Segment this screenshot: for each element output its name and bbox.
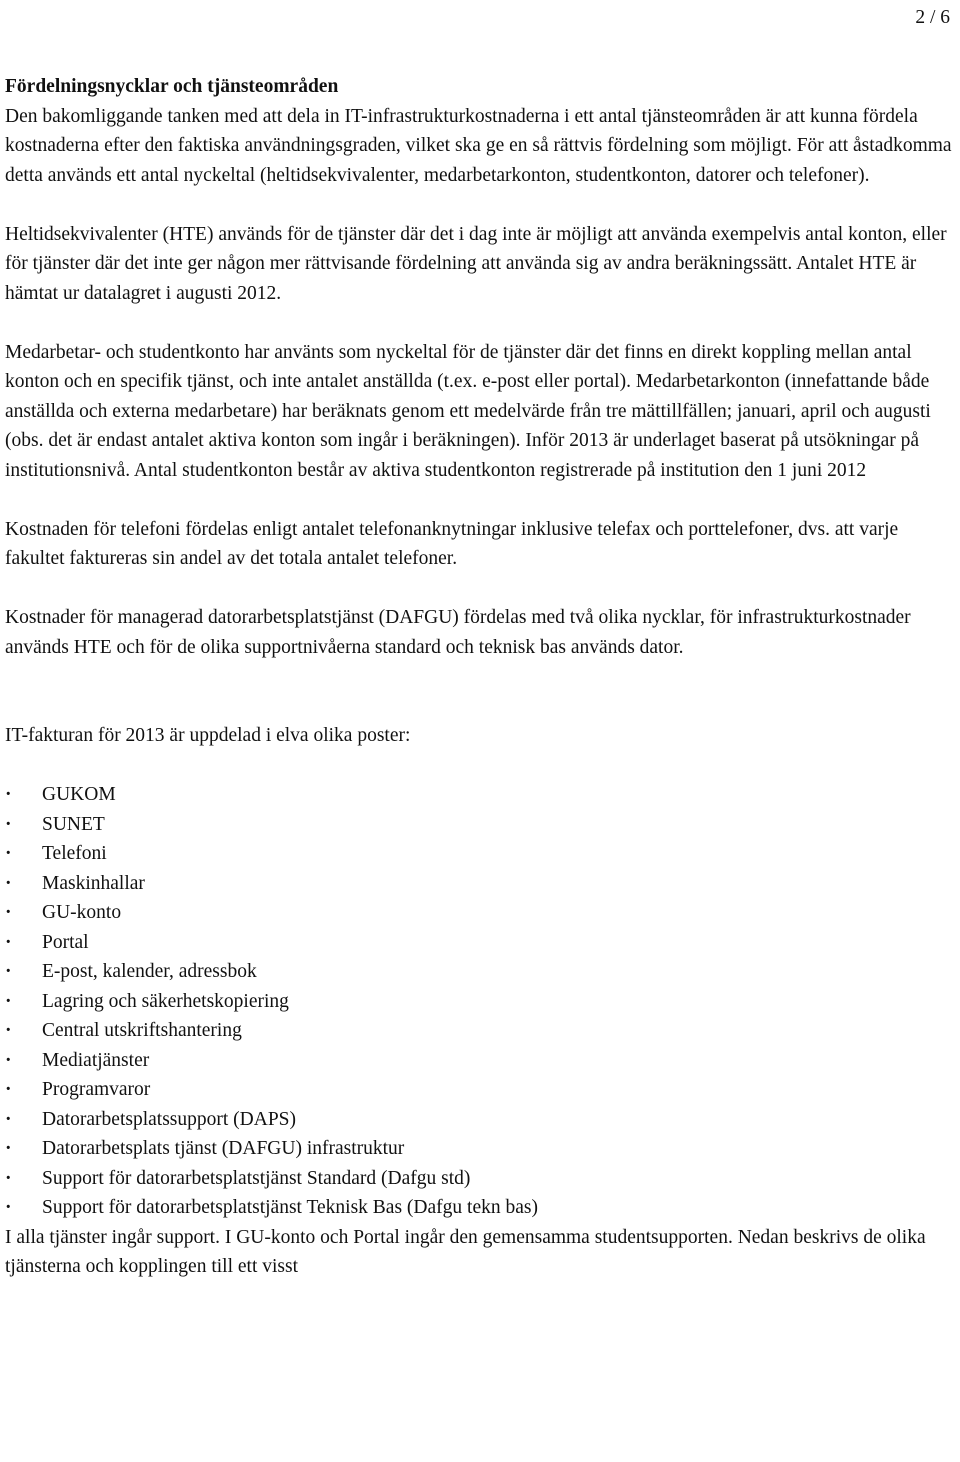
bullet-icon: · (5, 931, 12, 953)
list-item-label: Telefoni (42, 843, 107, 864)
list-item-label: Lagring och säkerhetskopiering (42, 990, 289, 1012)
list-item-label: GUKOM (42, 784, 116, 805)
list-item-label: SUNET (42, 813, 105, 835)
list-item-label: Programvaror (42, 1079, 151, 1100)
list-item-label: Portal (42, 931, 89, 953)
paragraph-intro: Den bakomliggande tanken med att dela in IT-infrastrukturkostnaderna i ett antal tjänsteområden är att kunna fördela kostnaderna efter den faktiska användningsgraden, vilket ska ge en så rättvis fördelning som möjligt. För att åstadkomma detta används ett antal nyckeltal (heltidsekvivalenter, medarbetarkonton, studentkonton, datorer och telefoner). (5, 105, 952, 186)
bullet-icon: · (5, 1197, 12, 1218)
bullet-icon: · (5, 872, 12, 894)
bullet-icon: · (5, 843, 12, 864)
paragraph-closing: I alla tjänster ingår support. I GU-konto och Portal ingår den gemensamma studentsupporten. Nedan beskrivs de olika tjänsterna och kopplingen till ett visst (5, 1226, 926, 1277)
bullet-icon: · (5, 902, 12, 923)
paragraph-invoice-intro: IT-fakturan för 2013 är uppdelad i elva olika poster: (5, 725, 411, 746)
paragraph-accounts: Medarbetar- och studentkonto har använts som nyckeltal för de tjänster där det finns en direkt koppling mellan antal konton och en specifik tjänst, och inte antalet anställda (t.ex. e-post eller portal). Medarbetarkonton (innefattande både anställda och externa medarbetare) har beräknats genom ett medelvärde från tre mättillfällen; januari, april och augusti (obs. det är endast antalet aktiva konton som ingår i beräkningen). Inför 2013 är underlaget baserat på utsökningar på institutionsnivå. Antal studentkonton består av aktiva studentkonton registrerade på institution den 1 juni 2012 (5, 341, 931, 481)
list-item (5, 1016, 955, 1046)
section-heading: Fördelningsnycklar och tjänsteområden (5, 76, 339, 97)
list-item-label: Maskinhallar (42, 872, 145, 894)
bullet-icon: · (5, 1079, 12, 1100)
list-item (5, 780, 955, 810)
list-item (5, 869, 955, 899)
list-item (5, 1134, 955, 1164)
list-item-label: GU-konto (42, 902, 122, 923)
bullet-icon: · (5, 813, 12, 835)
list-item (5, 957, 955, 987)
list-item (5, 1193, 955, 1223)
bullet-icon: · (5, 1108, 12, 1130)
list-item-label: Central utskriftshantering (42, 1020, 242, 1041)
page-number: 2 / 6 (915, 7, 950, 28)
bullet-icon: · (5, 1049, 12, 1071)
invoice-items-list (5, 780, 955, 1223)
list-item (5, 1105, 955, 1135)
bullet-icon: · (5, 1167, 12, 1189)
paragraph-hte: Heltidsekvivalenter (HTE) används för de tjänster där det i dag inte är möjligt att använda exempelvis antal konton, eller för tjänster där det inte ger någon mer rättvisande fördelning att använda sig av andra beräkningssätt. Antalet HTE är hämtat ur datalagret i augusti 2012. (5, 223, 947, 304)
list-item-label: Support för datorarbetsplatstjänst Standard (Dafgu std) (42, 1167, 471, 1189)
bullet-icon: · (5, 1138, 12, 1159)
bullet-icon: · (5, 1020, 12, 1041)
bullet-icon: · (5, 961, 12, 982)
list-item (5, 810, 955, 840)
list-item-label: Support för datorarbetsplatstjänst Teknisk Bas (Dafgu tekn bas) (42, 1197, 538, 1218)
document-body (5, 72, 955, 1282)
list-item-label: Datorarbetsplats tjänst (DAFGU) infrastruktur (42, 1138, 405, 1159)
bullet-icon: · (5, 990, 12, 1012)
list-item-label: E-post, kalender, adressbok (42, 961, 257, 982)
bullet-icon: · (5, 784, 12, 805)
paragraph-dafgu: Kostnader för managerad datorarbetsplatstjänst (DAFGU) fördelas med två olika nycklar, för infrastrukturkostnader används HTE och för de olika supportnivåerna standard och teknisk bas används dator. (5, 607, 911, 658)
list-item-label: Mediatjänster (42, 1049, 150, 1071)
list-item-label: Datorarbetsplatssupport (DAPS) (42, 1108, 297, 1130)
list-item (5, 898, 955, 928)
list-item (5, 1164, 955, 1194)
list-item (5, 1075, 955, 1105)
list-item (5, 987, 955, 1017)
list-item (5, 1046, 955, 1076)
list-item (5, 928, 955, 958)
paragraph-telephony: Kostnaden för telefoni fördelas enligt antalet telefonanknytningar inklusive telefax och porttelefoner, dvs. att varje fakultet faktureras sin andel av det totala antalet telefoner. (5, 518, 899, 569)
list-item (5, 839, 955, 869)
